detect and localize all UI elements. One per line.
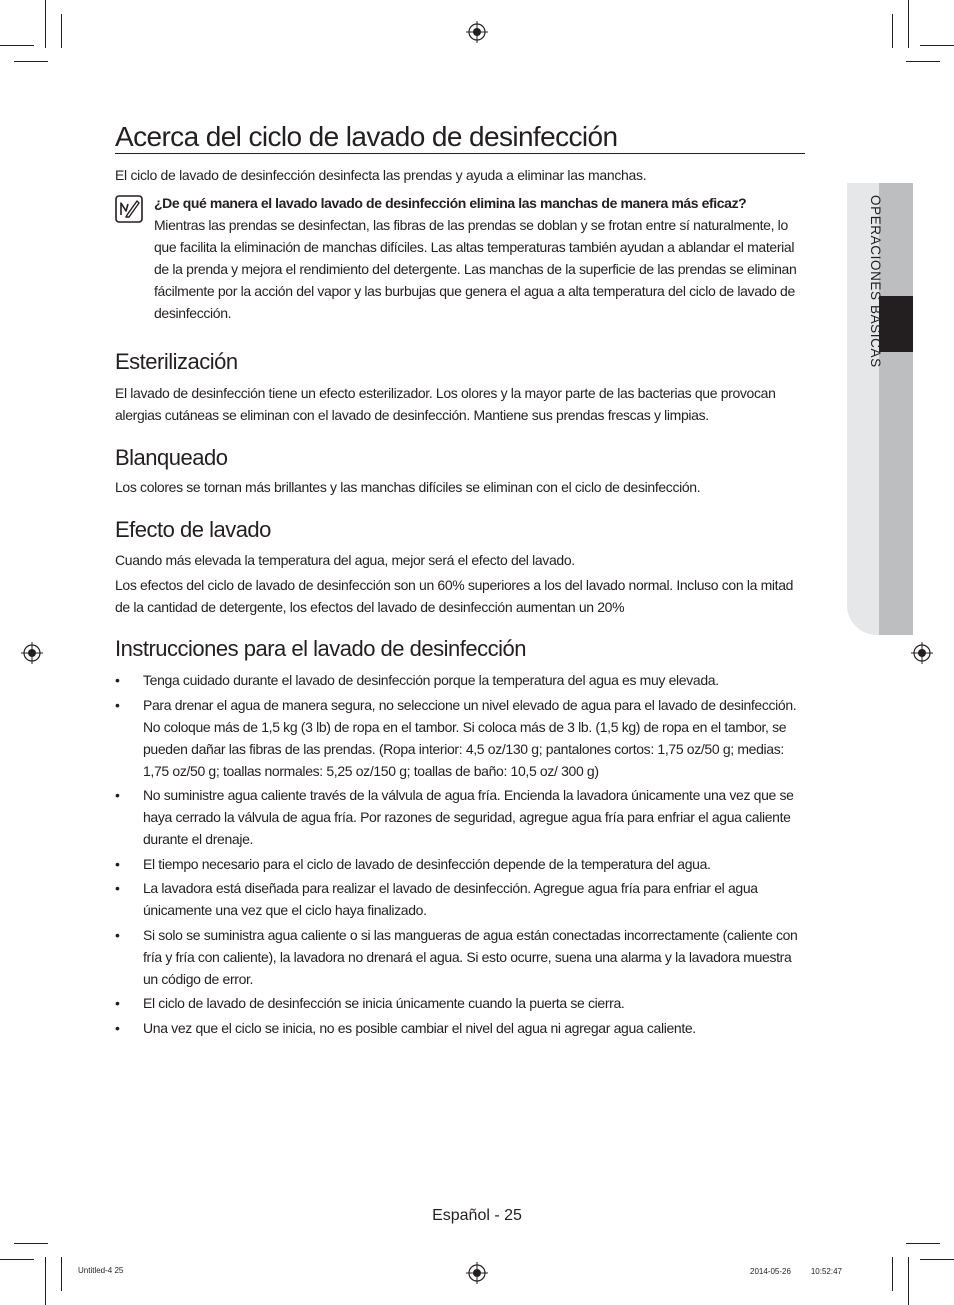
bullet-icon: • — [115, 1019, 120, 1036]
crop-mark — [45, 1257, 46, 1305]
bullet-icon: • — [115, 926, 120, 943]
side-tab-marker — [879, 296, 913, 352]
section-text-blanqueado: Los colores se tornan más brillantes y las manchas difíciles se eliminan con el ciclo de desinfección. — [115, 479, 701, 495]
crop-mark — [61, 14, 62, 48]
side-tab-label: OPERACIONES BÁSICAS — [868, 195, 883, 368]
registration-mark-icon — [466, 21, 488, 43]
section-heading-esterilizacion: Esterilización — [115, 349, 238, 374]
list-item: • Para drenar el agua de manera segura, no seleccione un nivel elevado de agua para el lavado de desinfección. No coloque más de 1,5 kg (3 lb) de ropa en el tambor. Si coloca más de 3 lb. (1,5 kg) de ropa en el tambor, se pueden dañar las fibras de las prendas. (Ropa interior: 4,5 oz/130 g; pantalones cortos: 1,75 oz/50 g; medias: 1,75 oz/50 g; toallas normales: 5,25 oz/150 g; toallas de baño: 10,5 oz/ 300 g) — [115, 694, 805, 782]
bullet-icon: • — [115, 880, 120, 896]
section-heading-efecto: Efecto de lavado — [115, 517, 271, 542]
bullet-icon: • — [115, 696, 120, 713]
section-heading-blanqueado: Blanqueado — [115, 445, 228, 470]
print-slug-left: Untitled-4 25 — [78, 1266, 124, 1275]
list-item: • No suministre agua caliente través de la válvula de agua fría. Encienda la lavadora únicamente una vez que se haya cerrado la válvula de agua fría. Por razones de seguridad, agregue agua fría para enfriar el agua caliente durante el drenaje. — [115, 784, 805, 850]
note-pen-icon — [115, 195, 143, 223]
section-text-efecto-2: Los efectos del ciclo de lavado de desinfección son un 60% superiores a los del lavado normal. Incluso con la mitad de la cantidad de detergente, los efectos del lavado de desinfección aumentan un 20% — [115, 577, 794, 615]
note-block — [154, 192, 802, 324]
list-item: • El ciclo de lavado de desinfección se inicia únicamente cuando la puerta se cierra. — [115, 992, 805, 1014]
section-heading-instrucciones: Instrucciones para el lavado de desinfección — [115, 636, 526, 661]
bullet-icon: • — [115, 672, 120, 688]
instructions-list — [115, 669, 805, 1041]
section-text-efecto-1: Cuando más elevada la temperatura del agua, mejor será el efecto del lavado. — [115, 552, 575, 568]
crop-mark — [920, 45, 954, 46]
crop-mark — [892, 1257, 893, 1291]
crop-mark — [45, 0, 46, 48]
crop-mark — [0, 1259, 34, 1260]
crop-mark — [906, 61, 940, 62]
page-number: Español - 25 — [432, 1207, 522, 1224]
crop-mark — [14, 61, 48, 62]
registration-mark-icon — [466, 1262, 488, 1284]
crop-mark — [14, 1243, 48, 1244]
side-tab-strip — [879, 183, 913, 635]
bullet-icon: • — [115, 787, 120, 803]
crop-mark — [61, 1257, 62, 1291]
list-item: • Una vez que el ciclo se inicia, no es posible cambiar el nivel del agua ni agregar agua caliente. — [115, 1017, 805, 1039]
list-item: • Si solo se suministra agua caliente o si las mangueras de agua están conectadas incorrectamente (caliente con fría y fría con caliente), la lavadora no drenará el agua. Si esto ocurre, suena una alarma y la lavadora muestra un código de error. — [115, 924, 805, 990]
crop-mark — [906, 1243, 940, 1244]
list-item: • La lavadora está diseñada para realizar el lavado de desinfección. Agregue agua fría para enfriar el agua únicamente una vez que el ciclo haya finalizado. — [115, 877, 805, 921]
crop-mark — [892, 14, 893, 48]
crop-mark — [920, 1259, 954, 1260]
note-question: ¿De qué manera el lavado lavado de desinfección elimina las manchas de manera más eficaz? — [154, 195, 747, 211]
bullet-icon: • — [115, 855, 120, 872]
registration-mark-icon — [911, 642, 933, 664]
crop-mark — [908, 1257, 909, 1305]
bullet-icon: • — [115, 995, 120, 1011]
print-slug-right: 2014-05-26 ㅤㅤ 10:52:47 — [750, 1267, 842, 1276]
intro-text: El ciclo de lavado de desinfección desinfecta las prendas y ayuda a eliminar las manchas. — [115, 167, 647, 183]
registration-mark-icon — [21, 642, 43, 664]
section-text-esterilizacion: El lavado de desinfección tiene un efecto esterilizador. Los olores y la mayor parte de las bacterias que provocan alergias cutáneas se eliminan con el lavado de desinfección. Mantiene sus prendas frescas y limpias. — [115, 385, 776, 423]
list-item: • El tiempo necesario para el ciclo de lavado de desinfección depende de la temperatura del agua. — [115, 853, 805, 875]
crop-mark — [908, 0, 909, 48]
list-item: • Tenga cuidado durante el lavado de desinfección porque la temperatura del agua es muy elevada. — [115, 669, 805, 691]
note-answer: Mientras las prendas se desinfectan, las fibras de las prendas se doblan y se frotan entre sí naturalmente, lo que facilita la eliminación de manchas difíciles. Las altas temperaturas también ayudan a ablandar el material de la prenda y mejora el rendimiento del detergente. Las manchas de la superficie de las prendas se eliminan fácilmente por la acción del vapor y las burbujas que genera el agua a alta temperatura del ciclo de lavado de desinfección. — [154, 217, 797, 321]
page-title: Acerca del ciclo de lavado de desinfección — [115, 120, 805, 154]
crop-mark — [0, 45, 34, 46]
